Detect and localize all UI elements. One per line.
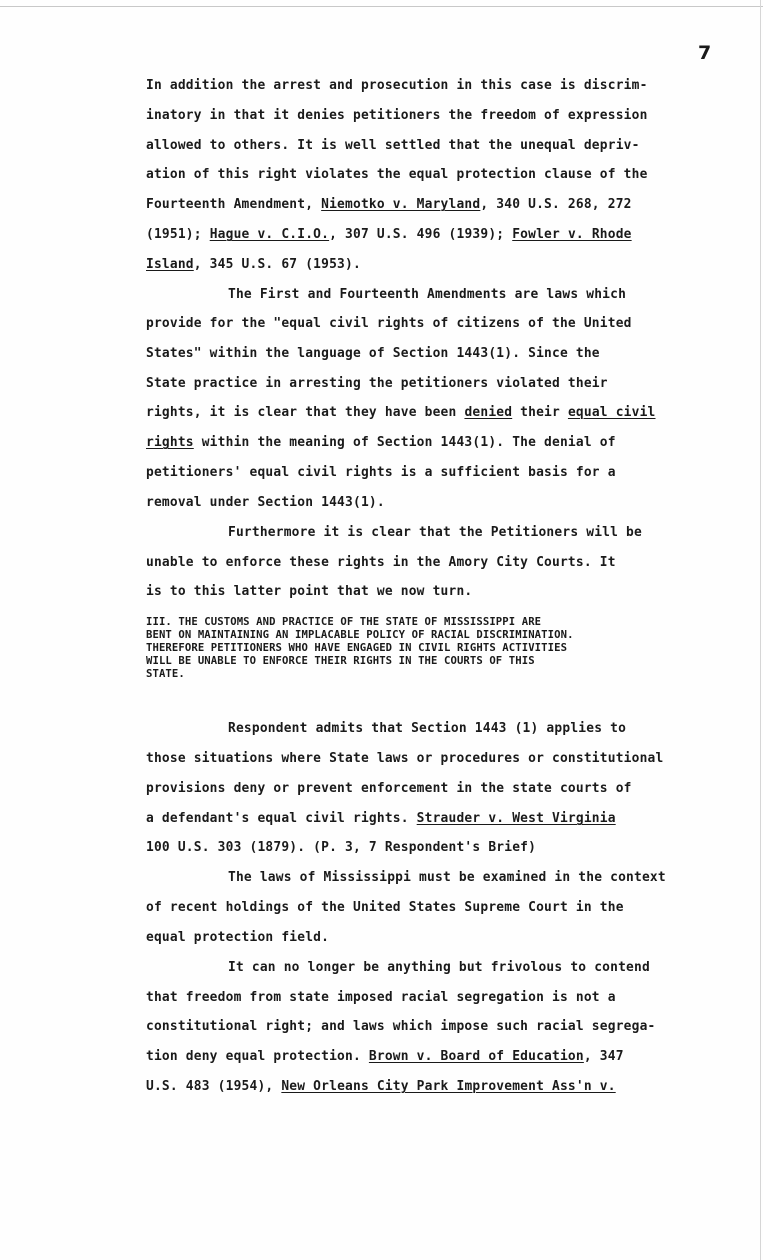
- text-line: unable to enforce these rights in the Amory City Courts. It: [146, 555, 616, 570]
- underlined-phrase: rights: [146, 435, 194, 450]
- case-citation: Island: [146, 257, 194, 272]
- text-line: The First and Fourteenth Amendments are laws which: [228, 287, 627, 302]
- case-citation: Niemotko v. Maryland: [321, 197, 481, 212]
- text-line: Fourteenth Amendment, Niemotko v. Maryland, 340 U.S. 268, 272: [146, 197, 632, 212]
- text-line: tion deny equal protection. Brown v. Board of Education, 347: [146, 1049, 624, 1064]
- text-line: rights within the meaning of Section 1443(1). The denial of: [146, 435, 616, 450]
- text-line: States" within the language of Section 1443(1). Since the: [146, 346, 600, 361]
- text-line: equal protection field.: [146, 930, 330, 945]
- text-line: In addition the arrest and prosecution in this case is discrim-: [146, 78, 648, 93]
- section-heading-line: STATE.: [146, 668, 185, 680]
- page-right-edge: [760, 0, 761, 1260]
- case-citation: Strauder v. West Virginia: [416, 811, 616, 826]
- text-line: The laws of Mississippi must be examined in the context: [228, 870, 666, 885]
- section-heading-line: III. THE CUSTOMS AND PRACTICE OF THE STATE OF MISSISSIPPI ARE: [146, 616, 542, 628]
- section-heading-line: THEREFORE PETITIONERS WHO HAVE ENGAGED IN CIVIL RIGHTS ACTIVITIES: [146, 642, 568, 654]
- text-line: of recent holdings of the United States Supreme Court in the: [146, 900, 624, 915]
- text-line: Island, 345 U.S. 67 (1953).: [146, 257, 361, 272]
- text-line: State practice in arresting the petitioners violated their: [146, 376, 608, 391]
- case-citation: Fowler v. Rhode: [512, 227, 632, 242]
- section-heading-line: WILL BE UNABLE TO ENFORCE THEIR RIGHTS IN THE COURTS OF THIS: [146, 655, 535, 667]
- text-line: removal under Section 1443(1).: [146, 495, 385, 510]
- case-citation: Brown v. Board of Education: [368, 1049, 584, 1064]
- text-line: constitutional right; and laws which impose such racial segrega-: [146, 1019, 656, 1034]
- text-line: ation of this right violates the equal protection clause of the: [146, 167, 648, 182]
- text-line: rights, it is clear that they have been denied their equal civil: [146, 405, 656, 420]
- text-line: that freedom from state imposed racial segregation is not a: [146, 990, 616, 1005]
- page-top-edge: [0, 6, 763, 7]
- case-citation: Hague v. C.I.O.: [209, 227, 330, 242]
- text-line: a defendant's equal civil rights. Strauder v. West Virginia: [146, 811, 616, 826]
- text-line: inatory in that it denies petitioners the freedom of expression: [146, 108, 648, 123]
- underlined-phrase: equal civil: [567, 405, 656, 420]
- text-line: (1951); Hague v. C.I.O., 307 U.S. 496 (1939); Fowler v. Rhode: [146, 227, 632, 242]
- text-line: provide for the "equal civil rights of citizens of the United: [146, 316, 632, 331]
- text-line: It can no longer be anything but frivolous to contend: [228, 960, 650, 975]
- text-line: provisions deny or prevent enforcement in the state courts of: [146, 781, 632, 796]
- text-line: 100 U.S. 303 (1879). (P. 3, 7 Respondent's Brief): [146, 840, 537, 855]
- underlined-phrase: denied: [464, 405, 513, 420]
- text-line: is to this latter point that we now turn.: [146, 584, 473, 599]
- page-number: 7: [698, 42, 712, 64]
- text-line: U.S. 483 (1954), New Orleans City Park Improvement Ass'n v.: [146, 1079, 616, 1094]
- text-line: allowed to others. It is well settled that the unequal depriv-: [146, 138, 640, 153]
- section-heading-line: BENT ON MAINTAINING AN IMPLACABLE POLICY OF RACIAL DISCRIMINATION.: [146, 629, 574, 641]
- case-citation: New Orleans City Park Improvement Ass'n v.: [281, 1079, 616, 1094]
- text-line: petitioners' equal civil rights is a sufficient basis for a: [146, 465, 616, 480]
- text-line: those situations where State laws or procedures or constitutional: [146, 751, 664, 766]
- text-line: Respondent admits that Section 1443 (1) applies to: [228, 721, 627, 736]
- text-line: Furthermore it is clear that the Petitioners will be: [228, 525, 642, 540]
